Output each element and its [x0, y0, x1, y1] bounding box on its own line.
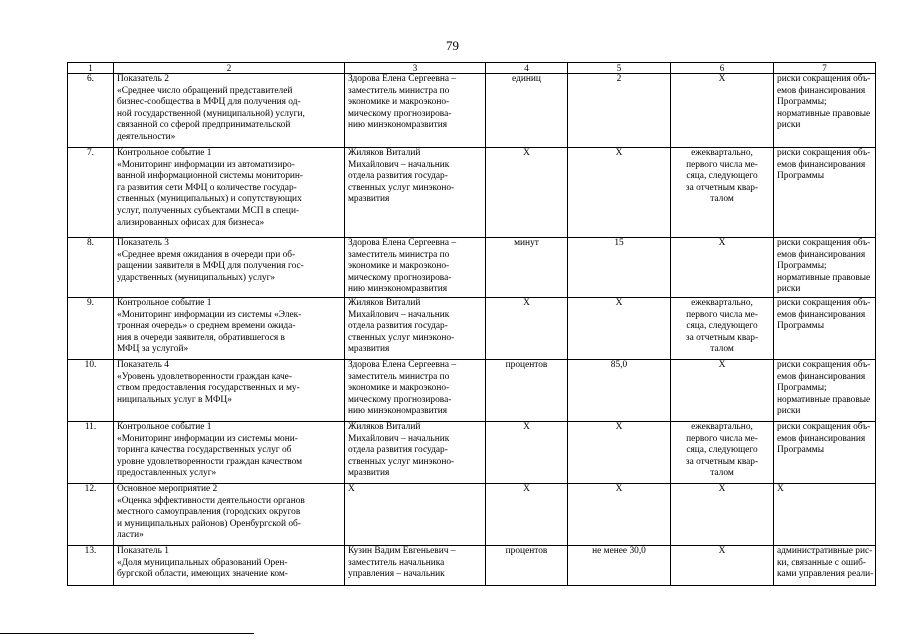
unit-cell [486, 422, 568, 484]
responsible-person-cell [345, 238, 486, 298]
text-line: ственных услуг минэконо- [348, 456, 455, 467]
text-line: емов финансирования [777, 309, 866, 320]
text-line: Х [523, 484, 530, 494]
text-line: сяца, следующего [686, 171, 758, 182]
row-number-cell: 9. [68, 298, 114, 360]
text-line: 15 [614, 238, 624, 248]
indicator-description-cell [114, 74, 345, 148]
text-line: ниципальных услуг в МФЦ» [117, 394, 232, 405]
responsible-person-cell [345, 484, 486, 546]
text-line: «Среднее время ожидания в очереди при об- [117, 249, 296, 260]
text-line: и муниципальных районов) Оренбургской об- [117, 518, 301, 529]
text-line: Показатель 3 [117, 238, 169, 248]
text-line: процентов [505, 546, 548, 556]
text-line: сяца, следующего [686, 445, 758, 456]
text-line: мическому прогнозирова- [348, 394, 452, 405]
text-line: единиц [512, 74, 541, 84]
value-cell [568, 148, 671, 238]
reporting-period-cell [671, 484, 774, 546]
value-cell [568, 74, 671, 148]
table-row [68, 74, 876, 148]
text-line: Жиляков Виталий [348, 148, 421, 158]
row-number-cell: 8. [68, 238, 114, 298]
text-line: связанной со сферой предпринимательской [117, 120, 291, 131]
indicator-description-cell [114, 422, 345, 484]
text-line: га развития сети МФЦ о количестве государ- [117, 182, 297, 193]
text-line: Основное мероприятие 2 [117, 484, 218, 494]
column-header: 3 [345, 63, 486, 74]
text-line: ной государственной (муниципальной) услуги, [117, 108, 305, 119]
risks-cell [774, 422, 876, 484]
text-line: ственных услуг минэконо- [348, 182, 455, 193]
text-line: риски [777, 284, 801, 295]
value-cell [568, 422, 671, 484]
risks-cell [774, 546, 876, 586]
text-line: Х [777, 484, 784, 494]
text-line: управления – начальник [348, 569, 445, 580]
text-line: за отчетным квар- [685, 332, 759, 343]
column-header: 2 [114, 63, 345, 74]
text-line: услуг, полученных субъектами МСП в специ- [117, 205, 300, 216]
text-line: ализированных офисах для бизнеса» [117, 217, 265, 228]
text-line: Михайлович – начальник [348, 309, 450, 320]
text-line: «Доля муниципальных образований Орен- [117, 557, 288, 568]
text-line: нормативные правовые [777, 272, 871, 283]
table-row [68, 148, 876, 238]
column-header: 6 [671, 63, 774, 74]
risks-cell [774, 74, 876, 148]
text-line: 85,0 [610, 360, 628, 370]
responsible-person-cell [345, 148, 486, 238]
row-number-cell: 13. [68, 546, 114, 586]
text-line: риски сокращения объ- [777, 148, 871, 158]
text-line: нормативные правовые [777, 108, 871, 119]
indicator-description-cell [114, 360, 345, 422]
risks-cell [774, 298, 876, 360]
text-line: Контрольное событие 1 [117, 148, 212, 158]
unit-cell [486, 238, 568, 298]
text-line: ками управления реали- [777, 569, 874, 580]
text-line: «Оценка эффективности деятельности органов [117, 495, 305, 506]
text-line: Х [718, 546, 726, 556]
responsible-person-cell [345, 298, 486, 360]
indicator-description-cell [114, 298, 345, 360]
text-line: за отчетным квар- [685, 182, 759, 193]
text-line: Показатель 4 [117, 360, 169, 370]
responsible-person-cell [345, 74, 486, 148]
text-line: «Мониторинг информации из системы мони- [117, 433, 298, 444]
text-line: Х [615, 422, 623, 432]
text-line: деятельности» [117, 131, 176, 142]
footer-divider [0, 633, 254, 634]
column-header: 5 [568, 63, 671, 74]
text-line: первого числа ме- [686, 309, 758, 320]
reporting-period-cell [671, 74, 774, 148]
value-cell [568, 360, 671, 422]
column-header: 7 [774, 63, 876, 74]
text-line: ежеквартально, [691, 298, 753, 308]
text-line: талом [710, 468, 734, 479]
reporting-period-cell [671, 546, 774, 586]
text-line: Х [523, 148, 530, 158]
text-line: мическому прогнозирова- [348, 272, 452, 283]
text-line: ственных (муниципальных) и сопутствующих [117, 194, 302, 205]
risks-cell [774, 238, 876, 298]
text-line: Х [718, 360, 726, 370]
text-line: за отчетным квар- [685, 456, 759, 467]
table-row [68, 546, 876, 586]
text-line: Х [523, 422, 530, 432]
text-line: ственных услуг минэконо- [348, 332, 455, 343]
text-line: Х [718, 484, 726, 494]
text-line: Х [615, 298, 623, 308]
text-line: Здорова Елена Сергеевна – [348, 238, 457, 248]
text-line: риски [777, 120, 801, 131]
text-line: Кузин Вадим Евгеньевич – [348, 546, 456, 556]
text-line: заместитель министра по [348, 85, 450, 96]
text-line: отдела развития государ- [348, 321, 448, 332]
indicator-description-cell [114, 546, 345, 586]
text-line: емов финансирования [777, 433, 866, 444]
text-line: ударственных (муниципальных) услуг» [117, 272, 276, 283]
table-row [68, 298, 876, 360]
risks-cell [774, 484, 876, 546]
text-line: Программы; [777, 97, 827, 108]
text-line: нию минэкономразвития [348, 406, 448, 417]
text-line: Здорова Елена Сергеевна – [348, 360, 457, 370]
text-line: местного самоуправления (городских округов [117, 507, 301, 518]
text-line: ежеквартально, [691, 148, 753, 158]
text-line: Жиляков Виталий [348, 422, 421, 432]
text-line: экономике и макроэконо- [348, 261, 450, 272]
reporting-period-cell [671, 238, 774, 298]
text-line: талом [710, 344, 734, 355]
risks-cell [774, 360, 876, 422]
text-line: торинга качества государственных услуг об [117, 445, 292, 456]
text-line: ращении заявителя в МФЦ для получения гос- [117, 261, 304, 272]
responsible-person-cell [345, 546, 486, 586]
indicator-description-cell [114, 148, 345, 238]
text-line: минут [514, 238, 539, 248]
text-line: ванной информационной системы мониторин- [117, 171, 304, 182]
text-line: Михайлович – начальник [348, 159, 450, 170]
text-line: Показатель 1 [117, 546, 169, 556]
text-line: ки, связанные с ошиб- [777, 557, 867, 568]
text-line: талом [710, 194, 734, 205]
text-line: ния в очереди заявителя, обратившегося в [117, 332, 285, 343]
unit-cell [486, 298, 568, 360]
column-header: 4 [486, 63, 568, 74]
table-row [68, 484, 876, 546]
text-line: экономике и макроэконо- [348, 97, 450, 108]
text-line: Показатель 2 [117, 74, 169, 84]
value-cell [568, 298, 671, 360]
text-line: мразвития [348, 194, 390, 205]
text-line: нию минэкономразвития [348, 120, 448, 131]
text-line: риски сокращения объ- [777, 74, 871, 84]
text-line: риски [777, 406, 801, 417]
program-indicators-table [67, 62, 876, 586]
text-line: нормативные правовые [777, 394, 871, 405]
text-line: не менее 30,0 [592, 546, 646, 556]
text-line: «Мониторинг информации из системы «Элек- [117, 309, 302, 320]
text-line: тронная очередь» о среднем времени ожида- [117, 321, 296, 332]
text-line: емов финансирования [777, 85, 866, 96]
reporting-period-cell [671, 148, 774, 238]
text-line: емов финансирования [777, 249, 866, 260]
row-number-cell: 7. [68, 148, 114, 238]
text-line: емов финансирования [777, 159, 866, 170]
text-line: первого числа ме- [686, 159, 758, 170]
reporting-period-cell [671, 298, 774, 360]
text-line: первого числа ме- [686, 433, 758, 444]
text-line: Здорова Елена Сергеевна – [348, 74, 457, 84]
text-line: административные рис- [777, 546, 873, 556]
text-line: отдела развития государ- [348, 445, 448, 456]
text-line: емов финансирования [777, 371, 866, 382]
text-line: Программы [777, 171, 825, 182]
row-number-cell: 11. [68, 422, 114, 484]
text-line: заместитель министра по [348, 249, 450, 260]
text-line: Контрольное событие 1 [117, 298, 212, 308]
text-line: Михайлович – начальник [348, 433, 450, 444]
text-line: Программы; [777, 383, 827, 394]
text-line: Программы [777, 445, 825, 456]
text-line: мическому прогнозирова- [348, 108, 452, 119]
row-number-cell: 10. [68, 360, 114, 422]
text-line: Программы; [777, 261, 827, 272]
text-line: риски сокращения объ- [777, 360, 871, 370]
risks-cell [774, 148, 876, 238]
indicator-description-cell [114, 484, 345, 546]
row-number-cell: 12. [68, 484, 114, 546]
text-line: «Среднее число обращений представителей [117, 85, 293, 96]
text-line: Х [615, 148, 623, 158]
unit-cell [486, 360, 568, 422]
text-line: риски сокращения объ- [777, 422, 871, 432]
text-line: МФЦ за услугой» [117, 344, 189, 355]
text-line: предоставленных услуг» [117, 468, 217, 479]
reporting-period-cell [671, 360, 774, 422]
value-cell [568, 484, 671, 546]
unit-cell [486, 74, 568, 148]
text-line: Х [718, 238, 726, 248]
table-row [68, 360, 876, 422]
text-line: заместитель министра по [348, 371, 450, 382]
text-line: Х [718, 74, 726, 84]
text-line: бургской области, имеющих значение ком- [117, 569, 288, 580]
row-number-cell: 6. [68, 74, 114, 148]
text-line: риски сокращения объ- [777, 298, 871, 308]
text-line: Программы [777, 321, 825, 332]
column-header: 1 [68, 63, 114, 74]
value-cell [568, 238, 671, 298]
text-line: «Мониторинг информации из автоматизиро- [117, 159, 295, 170]
text-line: сяца, следующего [686, 321, 758, 332]
reporting-period-cell [671, 422, 774, 484]
text-line: процентов [505, 360, 548, 370]
indicator-description-cell [114, 238, 345, 298]
text-line: экономике и макроэконо- [348, 383, 450, 394]
page-number: 79 [446, 38, 459, 53]
text-line: уровне удовлетворенности граждан качеством [117, 456, 303, 467]
unit-cell [486, 148, 568, 238]
text-line: мразвития [348, 468, 390, 479]
text-line: ежеквартально, [691, 422, 753, 432]
table-row [68, 238, 876, 298]
text-line: мразвития [348, 344, 390, 355]
responsible-person-cell [345, 360, 486, 422]
text-line: ством предоставления государственных и му- [117, 383, 300, 394]
text-line: риски сокращения объ- [777, 238, 871, 248]
text-line: заместитель начальника [348, 557, 445, 568]
text-line: 2 [616, 74, 622, 84]
value-cell [568, 546, 671, 586]
text-line: Х [615, 484, 623, 494]
unit-cell [486, 484, 568, 546]
table-row [68, 422, 876, 484]
text-line: Контрольное событие 1 [117, 422, 212, 432]
text-line: Жиляков Виталий [348, 298, 421, 308]
unit-cell [486, 546, 568, 586]
text-line: бизнес-сообщества в МФЦ для получения од- [117, 97, 301, 108]
responsible-person-cell [345, 422, 486, 484]
column-number-row [68, 63, 876, 74]
text-line: отдела развития государ- [348, 171, 448, 182]
text-line: Х [348, 484, 355, 494]
text-line: нию минэкономразвития [348, 284, 448, 295]
text-line: «Уровень удовлетворенности граждан каче- [117, 371, 292, 382]
text-line: Х [523, 298, 530, 308]
text-line: ласти» [117, 530, 144, 541]
